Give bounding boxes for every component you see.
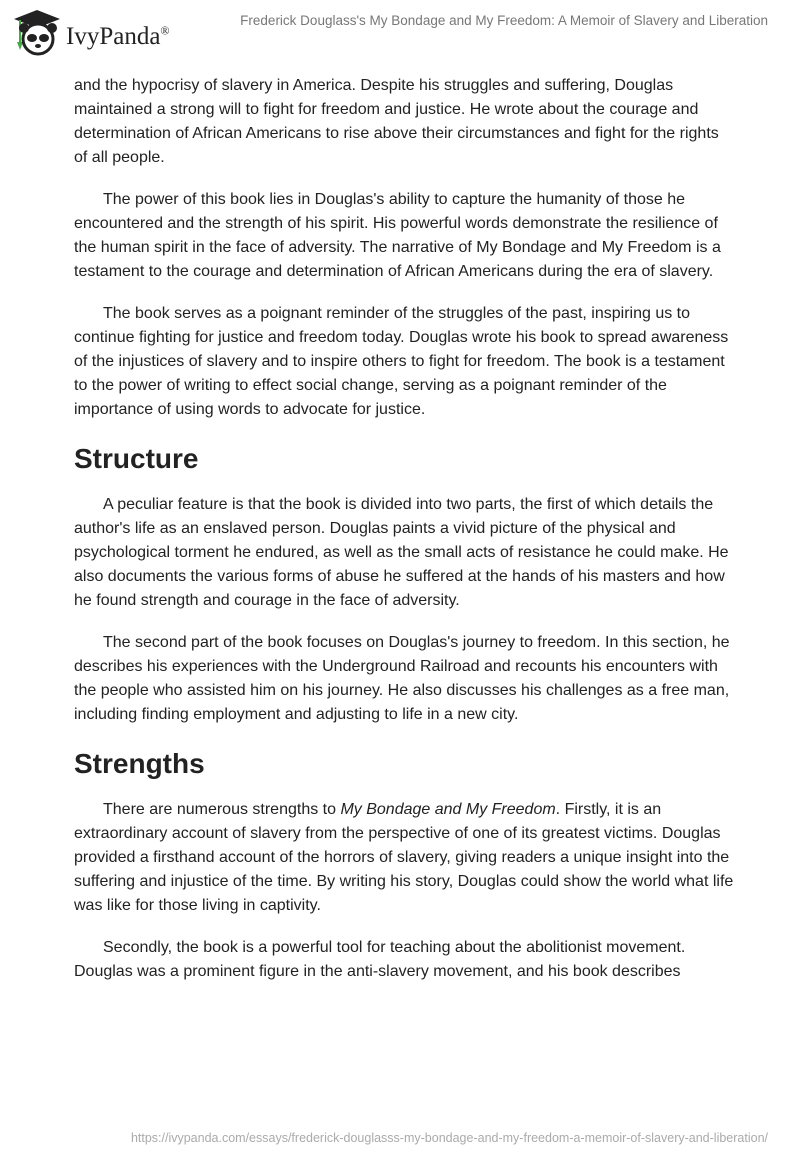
page-header (0, 0, 800, 60)
paragraph: The book serves as a poignant reminder of the struggles of the past, inspiring us to continue fighting for justice and freedom today. Douglas wrote his book to spread awareness of the injustices of slavery and to inspire others to fight for freedom. The book is a testament to the power of writing to effect social change, serving as a poignant reminder of the importance of using words to advocate for justice. (74, 305, 729, 418)
paragraph: The power of this book lies in Douglas's ability to capture the humanity of those he encountered and the strength of his spirit. His powerful words demonstrate the resilience of the human spirit in the face of adversity. The narrative of My Bondage and My Freedom is a testament to the courage and determination of African Americans during the era of slavery. (74, 191, 721, 280)
brand-name: IvyPanda® (66, 23, 170, 50)
section-heading-structure: Structure (74, 443, 199, 474)
paragraph: There are numerous strengths to My Bondage and My Freedom. Firstly, it is an extraordinary account of slavery from the perspective of one of its greatest victims. Douglas provided a firsthand account of the horrors of slavery, giving readers a unique insight into the suffering and injustice of the time. By writing his story, Douglas could show the world what life was like for those living in captivity. (74, 801, 734, 914)
panda-graduate-icon (12, 8, 62, 56)
essay-body (74, 74, 734, 1002)
ivypanda-logo[interactable] (12, 8, 170, 56)
section-heading-strengths: Strengths (74, 748, 205, 779)
book-title: My Bondage and My Freedom (340, 801, 556, 818)
paragraph: and the hypocrisy of slavery in America. Despite his struggles and suffering, Douglas maintained a strong will to fight for freedom and justice. He wrote about the courage and determination of African Americans to rise above their circumstances and fight for the rights of all people. (74, 77, 719, 166)
source-url[interactable]: https://ivypanda.com/essays/frederick-douglasss-my-bondage-and-my-freedom-a-memoir-of-slavery-and-liberation/ (130, 1131, 768, 1145)
paragraph: Secondly, the book is a powerful tool for teaching about the abolitionist movement. Douglas was a prominent figure in the anti-slavery movement, and his book describes (74, 939, 686, 980)
document-title: Frederick Douglass's My Bondage and My Freedom: A Memoir of Slavery and Liberation (240, 13, 768, 28)
paragraph: The second part of the book focuses on Douglas's journey to freedom. In this section, he describes his experiences with the Underground Railroad and recounts his encounters with the people who assisted him on his journey. He also discusses his challenges as a free man, including finding employment and adjusting to life in a new city. (74, 634, 730, 723)
paragraph: A peculiar feature is that the book is divided into two parts, the first of which details the author's life as an enslaved person. Douglas paints a vivid picture of the physical and psychological torment he endured, as well as the small acts of resistance he could make. He also documents the various forms of abuse he suffered at the hands of his masters and how he found strength and courage in the face of adversity. (74, 496, 729, 609)
